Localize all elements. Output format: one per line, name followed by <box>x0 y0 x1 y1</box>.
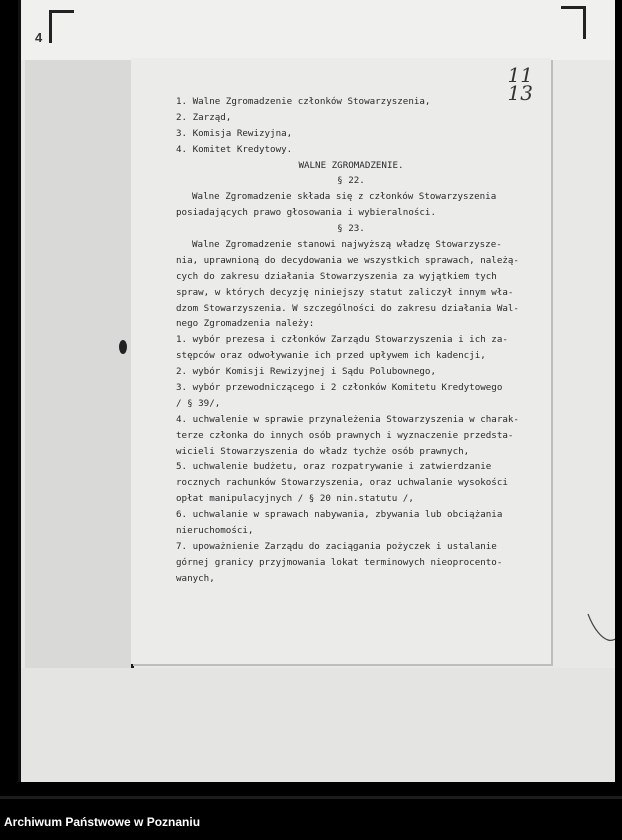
document-line: 5. uchwalenie budżetu, oraz rozpatrywanie i zatwierdzanie <box>176 461 492 473</box>
document-line: Walne Zgromadzenie składa się z członków Stowarzyszenia <box>192 191 497 203</box>
document-line: 2. wybór Komisji Rewizyjnej i Sądu Polubownego, <box>176 366 436 378</box>
document-line: 4. uchwalenie w sprawie przynależenia Stowarzyszenia w charak- <box>176 413 519 425</box>
archive-caption: Archiwum Państwowe w Poznaniu <box>4 815 201 829</box>
archive-footer <box>0 796 622 840</box>
document-line: 3. wybór przewodniczącego i 2 członków Komitetu Kredytowego <box>176 382 503 394</box>
document-line: górnej granicy przyjmowania lokat terminowych nieoprocento- <box>176 556 503 568</box>
document-line: 7. upoważnienie Zarządu do zaciągania pożyczek i ustalanie <box>176 540 497 552</box>
document-line: 4. Komitet Kredytowy. <box>176 143 293 155</box>
document-line: nia, uprawnioną do decydowania we wszystkich sprawach, należą- <box>176 254 519 266</box>
frame-number: 4 <box>35 30 43 45</box>
pencil-mark <box>586 610 615 650</box>
document-line: 1. wybór prezesa i członków Zarządu Stowarzyszenia i ich za- <box>176 334 508 346</box>
document-line: 3. Komisja Rewizyjna, <box>176 127 293 139</box>
scan-background <box>18 0 615 782</box>
crop-mark-left <box>49 10 74 43</box>
document-line: cych do zakresu działania Stowarzyszenia za wyjątkiem tych <box>176 270 497 282</box>
document-line: WALNE ZGROMADZENIE. <box>298 159 404 171</box>
document-line: nieruchomości, <box>176 525 254 537</box>
document-line: 6. uchwalanie w sprawach nabywania, zbywania lub obciążania <box>176 509 503 521</box>
document-line: terze członka do innych osób prawnych i wyznaczenie przedsta- <box>176 429 514 441</box>
crop-mark-right <box>561 6 586 39</box>
folio-number-bottom: 13 <box>507 81 533 105</box>
document-line: dzom Stowarzyszenia. W szczególności do zakresu działania Wal- <box>176 302 519 314</box>
lower-scan-area <box>21 668 615 782</box>
document-line: § 23. <box>337 223 365 235</box>
punch-hole <box>119 340 127 354</box>
document-line: spraw, w których decyzję niniejszy statut zaliczył innym wła- <box>176 286 514 298</box>
document-line: stępców oraz odwoływanie ich przed upływem ich kadencji, <box>176 350 486 362</box>
document-line: Walne Zgromadzenie stanowi najwyższą władzę Stowarzysze- <box>192 239 502 251</box>
document-line: rocznych rachunków Stowarzyszenia, oraz uchwalanie wysokości <box>176 477 508 489</box>
footer-rule <box>0 796 622 799</box>
document-line: opłat manipulacyjnych / § 20 nin.statutu /, <box>176 493 414 505</box>
document-line: wanych, <box>176 572 215 584</box>
back-sheet <box>25 60 134 670</box>
document-line: / § 39/, <box>176 397 221 409</box>
document-page <box>131 58 551 664</box>
document-line: § 22. <box>337 175 365 187</box>
document-text <box>176 94 526 587</box>
document-line: wicieli Stowarzyszenia do władz tychże osób prawnych, <box>176 445 470 457</box>
document-line: 2. Zarząd, <box>176 111 232 123</box>
folio-number-top: 11 <box>507 63 533 87</box>
scan-top-strip <box>21 0 615 60</box>
document-line: posiadających prawo głosowania i wybieralności. <box>176 207 436 219</box>
document-line: 1. Walne Zgromadzenie członków Stowarzyszenia, <box>176 96 431 107</box>
document-line: nego Zgromadzenia należy: <box>176 318 315 330</box>
